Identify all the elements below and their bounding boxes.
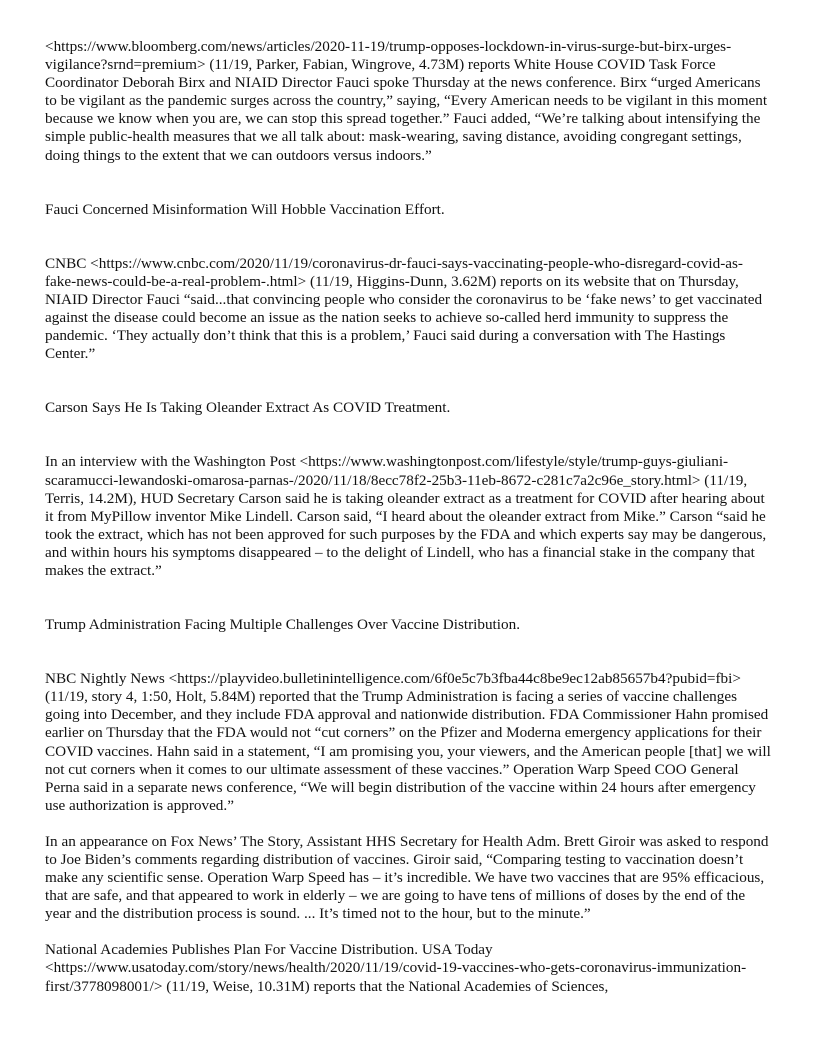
- spacer: [45, 923, 773, 941]
- paragraph-cnbc-report: CNBC <https://www.cnbc.com/2020/11/19/coronavirus-dr-fauci-says-vaccinating-people-who-disregard-covid-as-fake-news-could-be-a-real-problem-.html> (11/19, Higgins-Dunn, 3.62M) reports on its website that on Thursday, NIAID Director Fauci “said...that convincing people who consider the coronavirus to be ‘fake news’ to get vaccinated against the disease could become an issue as the nation seeks to achieve so-called herd immunity to suppress the pandemic. ‘They actually don’t think that this is a problem,’ Fauci said during a conversation with The Hastings Center.”: [45, 254, 763, 363]
- headline-vaccine-distribution-challenges: Trump Administration Facing Multiple Challenges Over Vaccine Distribution.: [45, 616, 520, 634]
- spacer: [45, 580, 773, 616]
- headline-fauci-misinformation: Fauci Concerned Misinformation Will Hobble Vaccination Effort.: [45, 200, 445, 218]
- spacer: [45, 417, 773, 453]
- paragraph-national-academies-plan: National Academies Publishes Plan For Vaccine Distribution. USA Today <https://www.usatoday.com/story/news/health/2020/11/19/covid-19-vaccines-who-gets-coronavirus-immunization-first/3778098001/> (11/19, Weise, 10.31M) reports that the National Academies of Sciences,: [45, 941, 747, 995]
- spacer: [45, 363, 773, 399]
- paragraph-washington-post-report: In an interview with the Washington Post <https://www.washingtonpost.com/lifestyle/style/trump-guys-giuliani-scaramucci-lewandoski-omarosa-parnas-/2020/11/18/8ecc78f2-25b3-11eb-8672-c281c7a2c96e_story.html> (11/19, Terris, 14.2M), HUD Secretary Carson said he is taking oleander extract as a treatment for COVID after hearing about it from MyPillow inventor Mike Lindell. Carson said, “I heard about the oleander extract from Mike.” Carson “said he took the extract, which has not been approved for such purposes by the FDA and which experts say may be dangerous, and within hours his symptoms disappeared – to the delight of Lindell, who has a financial stake in the company that makes the extract.”: [45, 453, 767, 579]
- paragraph-nbc-nightly-news-report: NBC Nightly News <https://playvideo.bulletinintelligence.com/6f0e5c7b3fba44c8be9ec12ab85657b4?pubid=fbi> (11/19, story 4, 1:50, Holt, 5.84M) reported that the Trump Administration is facing a series of vaccine challenges going into December, and they include FDA approval and nationwide distribution. FDA Commissioner Hahn promised earlier on Thursday that the FDA would not “cut corners” on the Pfizer and Moderna emergency applications for their COVID vaccines. Hahn said in a statement, “I am promising you, your viewers, and the American people [that] we will not cut corners when it comes to our ultimate assessment of these vaccines.” Operation Warp Speed COO General Perna said in a separate news conference, “We will begin distribution of the vaccine within 24 hours after emergency use authorization is approved.”: [45, 670, 771, 814]
- spacer: [45, 634, 773, 670]
- headline-carson-oleander: Carson Says He Is Taking Oleander Extract As COVID Treatment.: [45, 399, 451, 417]
- spacer: [45, 165, 773, 201]
- paragraph-bloomberg-report: <https://www.bloomberg.com/news/articles/2020-11-19/trump-opposes-lockdown-in-virus-surge-but-birx-urges-vigilance?srnd=premium> (11/19, Parker, Fabian, Wingrove, 4.73M) reports White House COVID Task Force Coordinator Deborah Birx and NIAID Director Fauci spoke Thursday at the news conference. Birx “urged Americans to be vigilant as the pandemic surges across the country,” saying, “Every American needs to be vigilant in this moment because we know when you are, we can stop this spread together.” Fauci added, “We’re talking about intensifying the simple public-health measures that we all talk about: mask-wearing, saving distance, avoiding congregant settings, doing things to the extent that we can outdoors versus indoors.”: [45, 38, 768, 164]
- spacer: [45, 219, 773, 255]
- document-page: [45, 38, 773, 996]
- paragraph-fox-news-giroir: In an appearance on Fox News’ The Story, Assistant HHS Secretary for Health Adm. Brett Giroir was asked to respond to Joe Biden’s comments regarding distribution of vaccines. Giroir said, “Comparing testing to vaccination doesn’t make any scientific sense. Operation Warp Speed has – it’s incredible. We have two vaccines that are 95% efficacious, that are safe, and that appeared to work in elderly – we are going to have tens of millions of doses by the end of the year and the distribution process is sound. ... It’s timed not to the hour, but to the minute.”: [45, 832, 769, 923]
- spacer: [45, 815, 773, 833]
